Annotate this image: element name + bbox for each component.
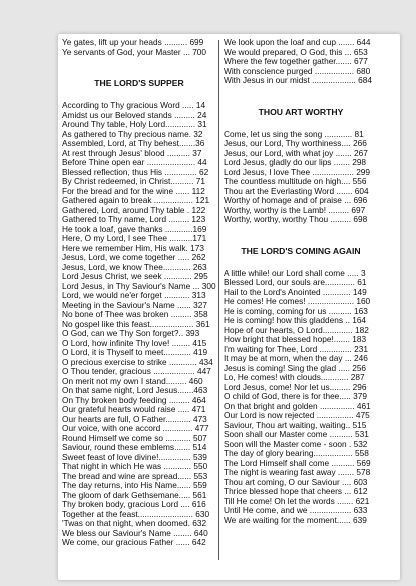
index-entry: Saviour, round these emblems....... 514	[62, 443, 207, 452]
index-entry: No bone of Thee was broken ......... 358	[62, 310, 208, 319]
index-entry: Thou art the Everlasting Word ....... 604	[224, 186, 369, 196]
index-entry: On that bright and golden ............... 461	[224, 401, 371, 411]
index-entry: Jesus, Lord, we know Thee............ 263	[62, 262, 207, 272]
index-entry: Lord Jesus Christ, we seek ............ 295	[62, 272, 208, 281]
index-entry: That night in which He was ............ 550	[62, 462, 208, 471]
index-entry: O child of God, there is for thee..... 379	[224, 392, 367, 401]
index-entry: By Christ redeemed, in Christ.......... 71	[62, 177, 205, 186]
section-heading-lords-coming-again: THE LORD'S COMING AGAIN	[241, 245, 361, 256]
index-entry: Ye servants of God, your Master ... 700	[62, 47, 207, 57]
index-entry: Thy broken body, gracious Lord .... 616	[62, 500, 206, 509]
index-entry: Meeting in the Saviour's Name ...... 327	[62, 300, 208, 310]
index-entry: Blessed Lord, our souls are............. 61	[224, 278, 367, 287]
index-entry: Come, let us sing the song ............ 81	[224, 129, 364, 139]
index-entry: He is coming, coming for us .......... 163	[224, 306, 368, 316]
index-entry: 'Twas on that night, when doomed. 632	[62, 519, 207, 528]
index-entry: He took a loaf, gave thanks ............169	[62, 224, 207, 234]
index-entry: No gospel like this feast................... 361	[62, 319, 210, 329]
section-spacer	[62, 57, 216, 77]
index-entry: We look upon the loaf and cup ....... 644	[224, 38, 371, 47]
index-entry: With Jesus in our midst ................... 684	[224, 76, 373, 85]
index-entry: Here we remember Him, His walk. 173	[62, 243, 205, 253]
section-heading-lords-supper: THE LORD'S SUPPER	[94, 78, 184, 88]
index-entry: Ye gates, lift up your heads .......... 699	[62, 38, 204, 47]
index-entry: Blessed reflection, thus His .............. 62	[62, 167, 209, 177]
section-spacer	[62, 89, 216, 101]
index-entry: Thou art coming, O our Saviour .... 603	[224, 477, 368, 487]
index-entry: According to Thy gracious Word ..... 14	[62, 101, 206, 110]
index-entry: Soon shall our Master come .......... 531	[224, 430, 369, 439]
index-entry: Gathered again to break ................. 121	[62, 196, 210, 205]
index-entry: He is coming! how this gladdens .. 164	[224, 316, 367, 325]
column-divider	[218, 40, 219, 560]
index-entry: Worthy of homage and of praise ... 696	[224, 196, 368, 205]
index-entry: As gathered to Thy precious name. 32	[62, 129, 203, 139]
index-entry: We would prepared, O God, this ... 653	[224, 47, 368, 57]
index-entry: The night is wearing fast away ....... 578	[224, 468, 371, 477]
index-entry: O Lord, it is Thyself to meet............ 419	[62, 348, 208, 357]
index-entry: The day of glory bearing................. 558	[224, 449, 369, 458]
index-entry: Until He come, and we .................. 633	[224, 506, 368, 515]
index-entry: The Lord Himself shall come .......... 569	[224, 458, 371, 468]
index-entry: Gathered, Lord, around Thy table . 122	[62, 205, 206, 215]
index-entry: Our hearts are full, O Father........... 473	[62, 414, 207, 424]
index-entry: I'm waiting for Thee, Lord .............. 231	[224, 344, 368, 354]
index-entry: Lord, we would ne'er forget ........... 313	[62, 291, 206, 300]
index-entry: O Thou tender, gracious .................. 447	[62, 367, 211, 376]
index-entry: Gathered to Thy name, Lord ......... 123	[62, 215, 206, 224]
index-entry: The countless multitude on high.... 556	[224, 177, 367, 186]
section-spacer	[224, 257, 378, 269]
index-entry: Here, O my Lord, I see Thee ..........171	[62, 234, 207, 243]
index-entry: The gloom of dark Gethsemane..... 561	[62, 490, 207, 500]
index-entry: Jesus, Lord, we come together ..... 262	[62, 253, 206, 262]
index-entry: At rest through Jesus' blood .......... 37	[62, 148, 202, 158]
index-entry: Lo, He comes! with clouds............ 287	[224, 373, 365, 382]
index-entry: Assembled, Lord, at Thy behest.......36	[62, 139, 205, 148]
index-entry: Thrice blessed hope that cheers ... 612	[224, 487, 368, 496]
index-entry: Together at the feast........................ 630	[62, 509, 210, 519]
index-entry: Our voice, with one accord ............. 477	[62, 424, 209, 433]
index-entry: Jesus, our Lord, with what joy ....... 267	[224, 148, 368, 158]
index-entry: Amidst us our Beloved stands ......... 24	[62, 110, 207, 120]
index-entry: A little while! our Lord shall come ..... 3	[224, 268, 366, 278]
index-entry: Around Thy table, Holy Lord............. 31	[62, 120, 207, 129]
index-entry: Worthy, worthy, worthy Thou ......... 698	[224, 215, 368, 224]
index-entry: Hail to the Lord's Anointed ............ 149	[224, 287, 367, 297]
section-heading-thou-art-worthy: THOU ART WORTHY	[258, 106, 344, 117]
index-entry: O Lord, how infinite Thy love! ........ 415	[62, 338, 207, 348]
index-entry: Jesus is coming! Sing the glad ..... 256	[224, 363, 367, 373]
index-entry: Sweet feast of love divine!.............. 539	[62, 452, 207, 462]
section-spacer	[224, 86, 378, 106]
index-entry: We are waiting for the moment...... 639	[224, 515, 367, 525]
index-entry: Lord Jesus, in Thy Saviour's Name ... 300	[62, 281, 216, 291]
index-entry: The bread and wine are spread...... 553	[62, 471, 208, 481]
section-spacer	[224, 225, 378, 245]
index-entry: Round Himself we come so ........... 507	[62, 433, 207, 443]
index-entry: Where the few together gather....... 677	[224, 57, 368, 66]
index-entry: Worthy, worthy is the Lamb! ......... 697	[224, 205, 366, 215]
index-entry: On that same night, Lord Jesus.......463	[62, 386, 208, 395]
index-entry: Lord Jesus, I love Thee .................. 299	[224, 167, 371, 177]
index-entry: On merit not my own I stand......... 460	[62, 376, 203, 386]
section-spacer	[224, 118, 378, 130]
index-entry: Jesus, our Lord, Thy worthiness.... 266	[224, 139, 367, 148]
book-page	[58, 34, 400, 580]
right-column	[224, 38, 378, 525]
index-entry: O God, can we Thy Son forget?.. 393	[62, 329, 200, 338]
index-entry: Lord Jesus, gladly do our lips ....... 298	[224, 158, 367, 167]
index-entry: Lord Jesus, come! Nor let us......... 296	[224, 382, 367, 392]
index-entry: Our grateful hearts would raise ..... 471	[62, 405, 206, 414]
index-entry: The day returns, into His Name...... 559	[62, 481, 207, 490]
index-entry: Till He come! Oh let the words ....... 621	[224, 496, 370, 506]
index-entry: For the bread and for the wine ...... 112	[62, 186, 205, 196]
index-entry: How bright that blessed hope!....... 183	[224, 335, 367, 344]
index-entry: O precious exercise to strike ............ 434	[62, 357, 213, 367]
index-entry: Before Thine open ear ..................... 44	[62, 158, 207, 167]
index-entry: Hope of our hearts, O Lord............. 182	[224, 325, 369, 335]
index-entry: Saviour, Thou art waiting, waiting.. 515	[224, 420, 367, 430]
index-entry: On Thy broken body feeding ......... 464	[62, 395, 206, 405]
index-entry: He comes! He comes! .................... 160	[224, 297, 371, 306]
left-column	[62, 38, 216, 548]
index-entry: Our Lord is now rejected ................ 475	[224, 411, 370, 420]
index-entry: We come, our gracious Father ...... 642	[62, 538, 206, 547]
index-entry: It may be at morn, when the day ... 246	[224, 354, 368, 363]
index-entry: With conscience purged ................. 680	[224, 66, 371, 76]
index-entry: Soon will the Master come - soon . 532	[224, 439, 368, 449]
index-entry: We bless our Saviour's Name ........ 640	[62, 528, 208, 538]
